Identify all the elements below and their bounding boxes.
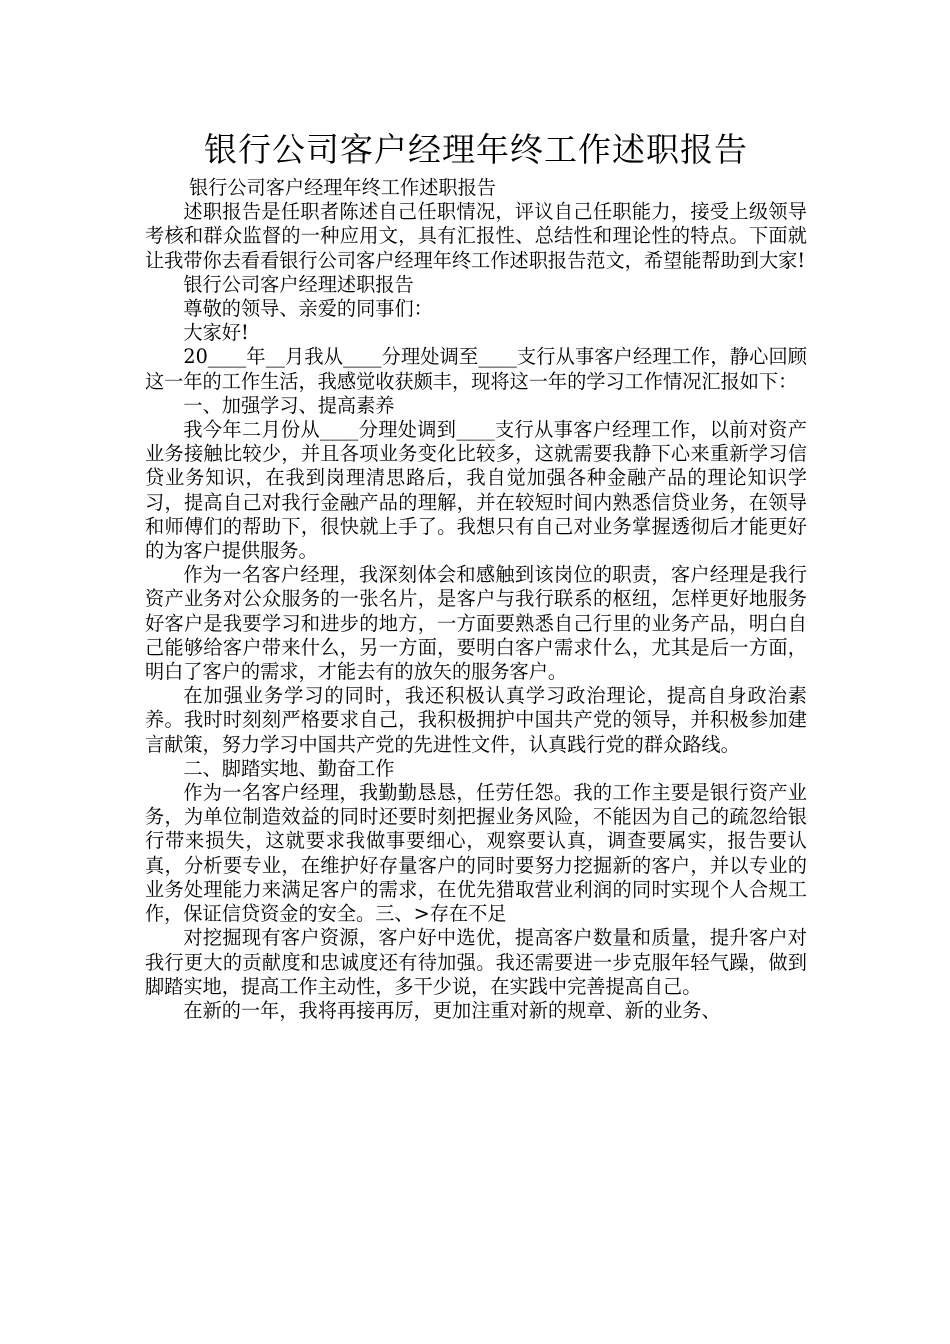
section-heading-1: 一、加强学习、提高素养 [183,393,395,417]
section-heading-2: 二、脚踏实地、勤奋工作 [183,756,395,780]
paragraph-shortcomings: 对挖掘现有客户资源，客户好中选优，提高客户数量和质量，提升客户对我行更大的贡献度和忠诚度还有待加强。我还需要进一步克服年轻气躁，做到脚踏实地，提高工作主动性，多干少说，在实践中完善提高自己。 [145,926,807,998]
paragraph-report-heading: 银行公司客户经理述职报告 [183,272,414,296]
document-title: 银行公司客户经理年终工作述职报告 [204,130,748,169]
document-subtitle: 银行公司客户经理年终工作述职报告 [189,176,496,199]
paragraph-intro: 述职报告是任职者陈述自己任职情况，评议自己任职能力，接受上级领导考核和群众监督的一种应用文，具有汇报性、总结性和理论性的特点。下面就让我带你去看看银行公司客户经理年终工作述职报告范文，希望能帮助到大家! [145,200,807,272]
document-page [145,128,807,1023]
paragraph-work: 作为一名客户经理，我勤勤恳恳，任劳任怨。我的工作主要是银行资产业务，为单位制造效益的同时还要时刻把握业务风险，不能因为自己的疏忽给银行带来损失，这就要求我做事要细心，观察要认真，调查要属实，报告要认真，分析要专业，在维护好存量客户的同时要努力挖掘新的客户，并以专业的业务处理能力来满足客户的需求，在优先猎取营业利润的同时实现个人合规工作，保证信贷资金的安全。三、>存在不足 [145,781,807,926]
paragraph-greeting: 大家好! [183,321,249,345]
paragraph-salutation: 尊敬的领导、亲爱的同事们： [183,297,433,321]
paragraph-role: 作为一名客户经理，我深刻体会和感触到该岗位的职责，客户经理是我行资产业务对公众服务的一张名片，是客户与我行联系的枢纽，怎样更好地服务好客户是我要学习和进步的地方，一方面要熟悉自己行里的业务产品，明白自己能够给客户带来什么，另一方面，要明白客户需求什么，尤其是后一方面，明白了客户的需求，才能去有的放矢的服务客户。 [145,563,807,684]
paragraph-opening: 20____年__月我从____分理处调至____支行从事客户经理工作，静心回顾这一年的工作生活，我感觉收获颇丰，现将这一年的学习工作情况汇报如下： [145,345,807,393]
paragraph-politics: 在加强业务学习的同时，我还积极认真学习政治理论，提高自身政治素养。我时时刻刻严格要求自己，我积极拥护中国共产党的领导，并积极参加建言献策，努力学习中国共产党的先进性文件，认真践行党的群众路线。 [145,684,807,756]
paragraph-study: 我今年二月份从____分理处调到____支行从事客户经理工作，以前对资产业务接触比较少，并且各项业务变化比较多，这就需要我静下心来重新学习信贷业务知识，在我到岗理清思路后，我自觉加强各种金融产品的理论知识学习，提高自己对我行金融产品的理解，并在较短时间内熟悉信贷业务，在领导和师傅们的帮助下，很快就上手了。我想只有自己对业务掌握透彻后才能更好的为客户提供服务。 [145,418,807,563]
paragraph-new-year: 在新的一年，我将再接再厉，更加注重对新的规章、新的业务、 [183,998,721,1022]
